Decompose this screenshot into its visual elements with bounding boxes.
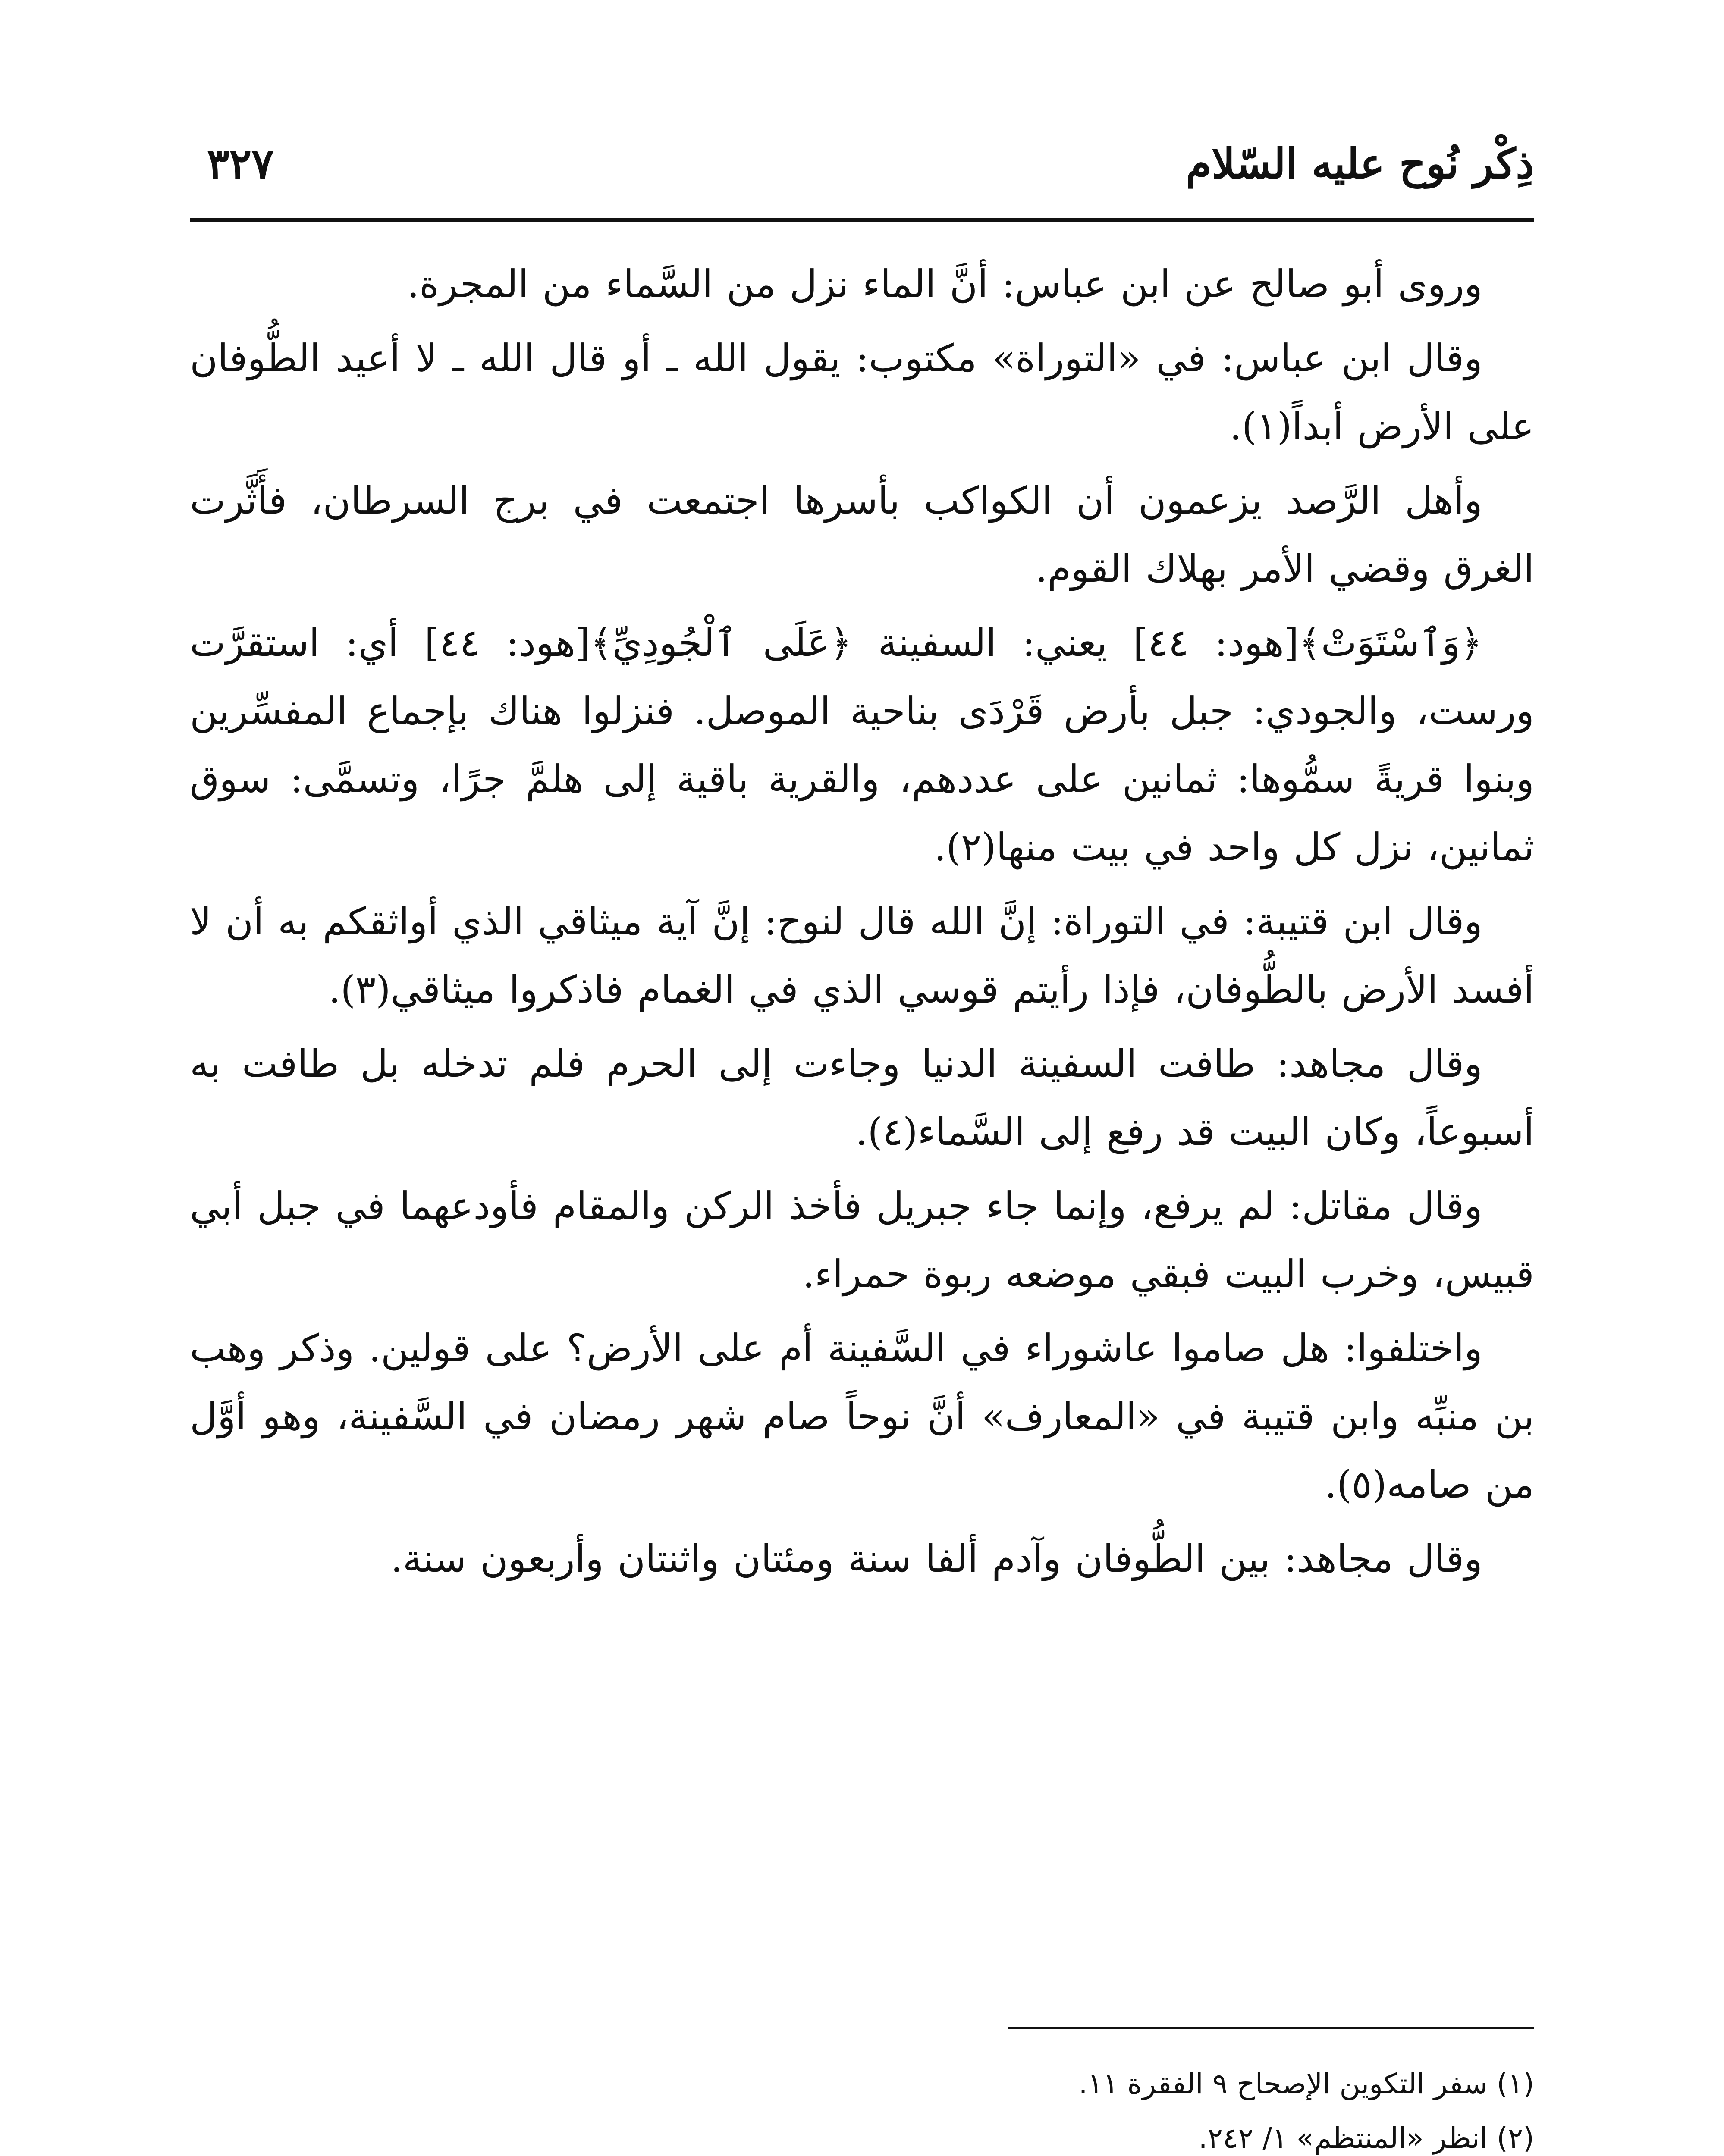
paragraph: وقال مقاتل: لم يرفع، وإنما جاء جبريل فأخذ الركن والمقام فأودعهما في جبل أبي قبيس، وخرب البيت فبقي موضعه ربوة حمراء. bbox=[190, 1184, 1534, 1296]
header-divider bbox=[190, 218, 1534, 222]
paragraph: واختلفوا: هل صاموا عاشوراء في السَّفينة أم على الأرض؟ على قولين. وذكر وهب بن منبِّه وابن قتيبة في «المعارف» أنَّ نوحاً صام شهر رمضان في السَّفينة، وهو أوَّل من صامه(٥). bbox=[190, 1326, 1534, 1507]
paragraph: ﴿وَٱسْتَوَتْ﴾[هود: ٤٤] يعني: السفينة ﴿عَلَى ٱلْجُودِيِّ﴾[هود: ٤٤] أي: استقرَّت ورست، والجودي: جبل بأرض قَرْدَى بناحية الموصل. فنزلوا هناك بإجماع المفسِّرين وبنوا قريةً سمُّوها: ثمانين على عددهم، والقرية باقية إلى هلمَّ جرًا، وتسمَّى: سوق ثمانين، نزل كل واحد في بيت منها(٢). bbox=[190, 620, 1534, 869]
main-text bbox=[190, 250, 1534, 1996]
page-header bbox=[190, 129, 1534, 194]
footnotes bbox=[190, 2057, 1534, 2156]
paragraph: وقال ابن عباس: في «التوراة» مكتوب: يقول الله ـ أو قال الله ـ لا أعيد الطُّوفان على الأرض أبداً(١). bbox=[190, 336, 1534, 448]
footnote: (٢) انظر «المنتظم» ١/ ٢٤٢. bbox=[1198, 2122, 1534, 2155]
footnote-divider bbox=[1008, 2027, 1534, 2029]
chapter-title: ذِكْر نُوح عليه السّلام bbox=[1186, 139, 1534, 188]
paragraph: وقال مجاهد: طافت السفينة الدنيا وجاءت إلى الحرم فلم تدخله بل طافت به أسبوعاً، وكان البيت قد رفع إلى السَّماء(٤). bbox=[190, 1041, 1534, 1154]
paragraph: وقال مجاهد: بين الطُّوفان وآدم ألفا سنة ومئتان واثنتان وأربعون سنة. bbox=[390, 1536, 1482, 1581]
footnote: (١) سفر التكوين الإصحاح ٩ الفقرة ١١. bbox=[1078, 2067, 1534, 2100]
paragraph: وأهل الرَّصد يزعمون أن الكواكب بأسرها اجتمعت في برج السرطان، فأَثَّرت الغرق وقضي الأمر بهلاك القوم. bbox=[190, 478, 1534, 591]
paragraph: وروى أبو صالح عن ابن عباس: أنَّ الماء نزل من السَّماء من المجرة. bbox=[407, 262, 1482, 306]
page-number: ٣٢٧ bbox=[207, 139, 274, 188]
paragraph: وقال ابن قتيبة: في التوراة: إنَّ الله قال لنوح: إنَّ آية ميثاقي الذي أواثقكم به أن لا أفسد الأرض بالطُّوفان، فإذا رأيتم قوسي الذي في الغمام فاذكروا ميثاقي(٣). bbox=[190, 899, 1534, 1012]
